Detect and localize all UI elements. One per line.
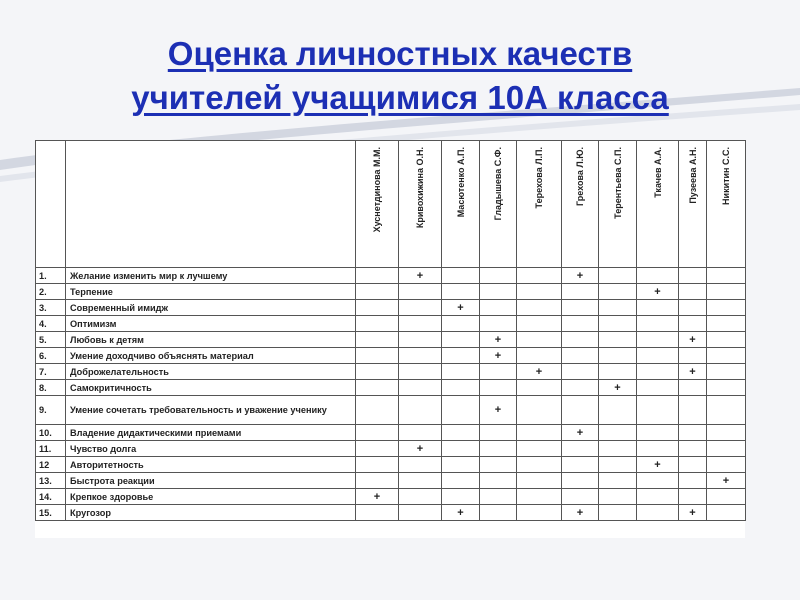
mark-cell: [480, 473, 517, 489]
row-number: 14.: [36, 489, 66, 505]
mark-cell: [679, 300, 707, 316]
mark-cell: [707, 364, 746, 380]
teacher-name: Масютенко А.П.: [455, 147, 466, 218]
mark-cell: [442, 284, 480, 300]
mark-cell: [562, 441, 599, 457]
mark-cell: [442, 457, 480, 473]
table-row: [36, 284, 746, 300]
mark-cell: [356, 441, 399, 457]
mark-cell: +: [679, 332, 707, 348]
row-number: 10.: [36, 425, 66, 441]
mark-cell: [562, 473, 599, 489]
mark-cell: +: [480, 396, 517, 425]
table-row: [36, 316, 746, 332]
table-row: [36, 457, 746, 473]
mark-cell: [442, 364, 480, 380]
mark-cell: [707, 316, 746, 332]
mark-cell: [679, 348, 707, 364]
mark-cell: [637, 489, 679, 505]
mark-cell: [707, 396, 746, 425]
mark-cell: +: [399, 268, 442, 284]
mark-cell: [399, 489, 442, 505]
mark-cell: +: [707, 473, 746, 489]
mark-cell: [480, 489, 517, 505]
mark-cell: +: [599, 380, 637, 396]
quality-label: Умение доходчиво объяснять материал: [66, 348, 356, 364]
mark-cell: [562, 380, 599, 396]
mark-cell: [517, 332, 562, 348]
mark-cell: [599, 332, 637, 348]
mark-cell: [356, 473, 399, 489]
mark-cell: [517, 505, 562, 521]
mark-cell: [442, 441, 480, 457]
mark-cell: [562, 396, 599, 425]
mark-cell: [637, 348, 679, 364]
mark-cell: [399, 425, 442, 441]
teacher-header-cell: [442, 141, 480, 268]
mark-cell: [399, 284, 442, 300]
mark-cell: [399, 473, 442, 489]
mark-cell: [599, 364, 637, 380]
mark-cell: [679, 268, 707, 284]
mark-cell: [442, 473, 480, 489]
header-num-cell: [36, 141, 66, 268]
row-number: 12: [36, 457, 66, 473]
row-number: 11.: [36, 441, 66, 457]
mark-cell: [480, 364, 517, 380]
mark-cell: [480, 380, 517, 396]
teacher-header-cell: [679, 141, 707, 268]
mark-cell: [707, 441, 746, 457]
mark-cell: [707, 300, 746, 316]
mark-cell: [517, 489, 562, 505]
page-title: [0, 32, 800, 120]
mark-cell: +: [562, 425, 599, 441]
quality-label: Умение сочетать требовательность и уважение ученику: [66, 396, 356, 425]
mark-cell: [399, 364, 442, 380]
mark-cell: [707, 380, 746, 396]
mark-cell: [517, 425, 562, 441]
mark-cell: [517, 441, 562, 457]
mark-cell: [562, 284, 599, 300]
mark-cell: [517, 300, 562, 316]
quality-label: Терпение: [66, 284, 356, 300]
table-row: [36, 348, 746, 364]
mark-cell: [442, 332, 480, 348]
row-number: 15.: [36, 505, 66, 521]
mark-cell: [562, 316, 599, 332]
mark-cell: [480, 505, 517, 521]
mark-cell: [562, 348, 599, 364]
mark-cell: [637, 425, 679, 441]
mark-cell: [599, 425, 637, 441]
mark-cell: +: [637, 457, 679, 473]
mark-cell: [517, 380, 562, 396]
mark-cell: [356, 300, 399, 316]
mark-cell: +: [442, 300, 480, 316]
teacher-header-cell: [356, 141, 399, 268]
mark-cell: [599, 348, 637, 364]
mark-cell: [637, 300, 679, 316]
mark-cell: [442, 316, 480, 332]
table-row: [36, 473, 746, 489]
row-number: 3.: [36, 300, 66, 316]
mark-cell: [356, 332, 399, 348]
quality-label: Желание изменить мир к лучшему: [66, 268, 356, 284]
mark-cell: [356, 380, 399, 396]
mark-cell: [442, 268, 480, 284]
mark-cell: [599, 316, 637, 332]
table-header-row: [36, 141, 746, 268]
table-row: [36, 380, 746, 396]
mark-cell: [517, 268, 562, 284]
mark-cell: [637, 473, 679, 489]
quality-label: Быстрота реакции: [66, 473, 356, 489]
mark-cell: [707, 505, 746, 521]
mark-cell: [399, 316, 442, 332]
table-row: [36, 300, 746, 316]
mark-cell: [442, 380, 480, 396]
teacher-name: Ткачев А.А.: [652, 147, 663, 198]
mark-cell: [399, 505, 442, 521]
mark-cell: [399, 332, 442, 348]
teacher-header-cell: [707, 141, 746, 268]
mark-cell: [480, 441, 517, 457]
mark-cell: [637, 505, 679, 521]
row-number: 2.: [36, 284, 66, 300]
table-row: [36, 489, 746, 505]
mark-cell: +: [637, 284, 679, 300]
teacher-header-cell: [399, 141, 442, 268]
mark-cell: [517, 284, 562, 300]
quality-label: Владение дидактическими приемами: [66, 425, 356, 441]
teacher-name: Гладышева С.Ф.: [493, 147, 503, 221]
mark-cell: [562, 332, 599, 348]
mark-cell: [442, 396, 480, 425]
mark-cell: +: [562, 268, 599, 284]
mark-cell: [599, 457, 637, 473]
quality-label: Крепкое здоровье: [66, 489, 356, 505]
mark-cell: [356, 348, 399, 364]
mark-cell: [356, 284, 399, 300]
mark-cell: [442, 348, 480, 364]
mark-cell: [356, 316, 399, 332]
teacher-name: Пузеева А.Н.: [687, 147, 698, 204]
teacher-header-cell: [562, 141, 599, 268]
mark-cell: [637, 332, 679, 348]
quality-label: Оптимизм: [66, 316, 356, 332]
mark-cell: [356, 425, 399, 441]
mark-cell: [517, 316, 562, 332]
mark-cell: [399, 348, 442, 364]
mark-cell: [637, 268, 679, 284]
row-number: 1.: [36, 268, 66, 284]
row-number: 13.: [36, 473, 66, 489]
mark-cell: [480, 284, 517, 300]
mark-cell: [637, 441, 679, 457]
mark-cell: [562, 364, 599, 380]
mark-cell: [637, 316, 679, 332]
quality-label: Чувство долга: [66, 441, 356, 457]
mark-cell: [679, 316, 707, 332]
mark-cell: [480, 316, 517, 332]
mark-cell: +: [562, 505, 599, 521]
mark-cell: [707, 489, 746, 505]
mark-cell: +: [480, 332, 517, 348]
mark-cell: +: [517, 364, 562, 380]
mark-cell: [517, 348, 562, 364]
mark-cell: +: [480, 348, 517, 364]
mark-cell: [679, 441, 707, 457]
mark-cell: [480, 268, 517, 284]
quality-label: Современный имидж: [66, 300, 356, 316]
mark-cell: [442, 425, 480, 441]
mark-cell: [356, 457, 399, 473]
quality-label: Самокритичность: [66, 380, 356, 396]
mark-cell: [599, 489, 637, 505]
mark-cell: [599, 396, 637, 425]
teacher-header-cell: [517, 141, 562, 268]
mark-cell: [517, 396, 562, 425]
teacher-name: Хуснетдинова М.М.: [372, 147, 382, 233]
teacher-header-cell: [480, 141, 517, 268]
mark-cell: [399, 396, 442, 425]
mark-cell: [399, 457, 442, 473]
mark-cell: [599, 441, 637, 457]
teacher-qualities-table: [35, 140, 745, 538]
header-label-cell: [66, 141, 356, 268]
teacher-header-cell: [637, 141, 679, 268]
row-number: 9.: [36, 396, 66, 425]
mark-cell: [599, 473, 637, 489]
teacher-name: Кривохижина О.Н.: [415, 147, 425, 229]
row-number: 8.: [36, 380, 66, 396]
mark-cell: [599, 268, 637, 284]
mark-cell: [356, 268, 399, 284]
mark-cell: [399, 380, 442, 396]
mark-cell: [679, 380, 707, 396]
mark-cell: +: [442, 505, 480, 521]
mark-cell: [399, 300, 442, 316]
row-number: 5.: [36, 332, 66, 348]
mark-cell: [480, 457, 517, 473]
teacher-header-cell: [599, 141, 637, 268]
mark-cell: [562, 457, 599, 473]
mark-cell: [562, 300, 599, 316]
quality-label: Авторитетность: [66, 457, 356, 473]
mark-cell: [707, 284, 746, 300]
mark-cell: [356, 396, 399, 425]
title-line-2: учителей учащимися 10А класса: [131, 79, 669, 116]
teacher-name: Терехова Л.П.: [534, 147, 544, 209]
mark-cell: [679, 396, 707, 425]
mark-cell: [599, 284, 637, 300]
mark-cell: [637, 396, 679, 425]
mark-cell: [679, 489, 707, 505]
table-row: [36, 505, 746, 521]
row-number: 7.: [36, 364, 66, 380]
mark-cell: [356, 505, 399, 521]
mark-cell: [480, 425, 517, 441]
title-line-1: Оценка личностных качеств: [167, 35, 633, 72]
mark-cell: [562, 489, 599, 505]
teacher-name: Терентьева С.П.: [612, 147, 623, 219]
mark-cell: [707, 348, 746, 364]
mark-cell: [442, 489, 480, 505]
mark-cell: [679, 284, 707, 300]
mark-cell: +: [679, 505, 707, 521]
mark-cell: [707, 268, 746, 284]
quality-label: Доброжелательность: [66, 364, 356, 380]
mark-cell: +: [679, 364, 707, 380]
quality-label: Любовь к детям: [66, 332, 356, 348]
mark-cell: [679, 473, 707, 489]
mark-cell: [480, 300, 517, 316]
table-row: [36, 268, 746, 284]
mark-cell: [356, 364, 399, 380]
mark-cell: [637, 364, 679, 380]
mark-cell: [517, 473, 562, 489]
table-row: [36, 364, 746, 380]
quality-label: Кругозор: [66, 505, 356, 521]
row-number: 6.: [36, 348, 66, 364]
table-row: [36, 425, 746, 441]
teacher-name: Никитин С.С.: [721, 147, 731, 205]
mark-cell: [637, 380, 679, 396]
mark-cell: [517, 457, 562, 473]
mark-cell: [707, 425, 746, 441]
mark-cell: [679, 457, 707, 473]
mark-cell: [679, 425, 707, 441]
row-number: 4.: [36, 316, 66, 332]
teacher-name: Грехова Л.Ю.: [575, 147, 585, 206]
mark-cell: [707, 332, 746, 348]
mark-cell: +: [399, 441, 442, 457]
mark-cell: [707, 457, 746, 473]
mark-cell: [599, 505, 637, 521]
mark-cell: [599, 300, 637, 316]
mark-cell: +: [356, 489, 399, 505]
table-row: [36, 396, 746, 425]
table-row: [36, 332, 746, 348]
table-row: [36, 441, 746, 457]
